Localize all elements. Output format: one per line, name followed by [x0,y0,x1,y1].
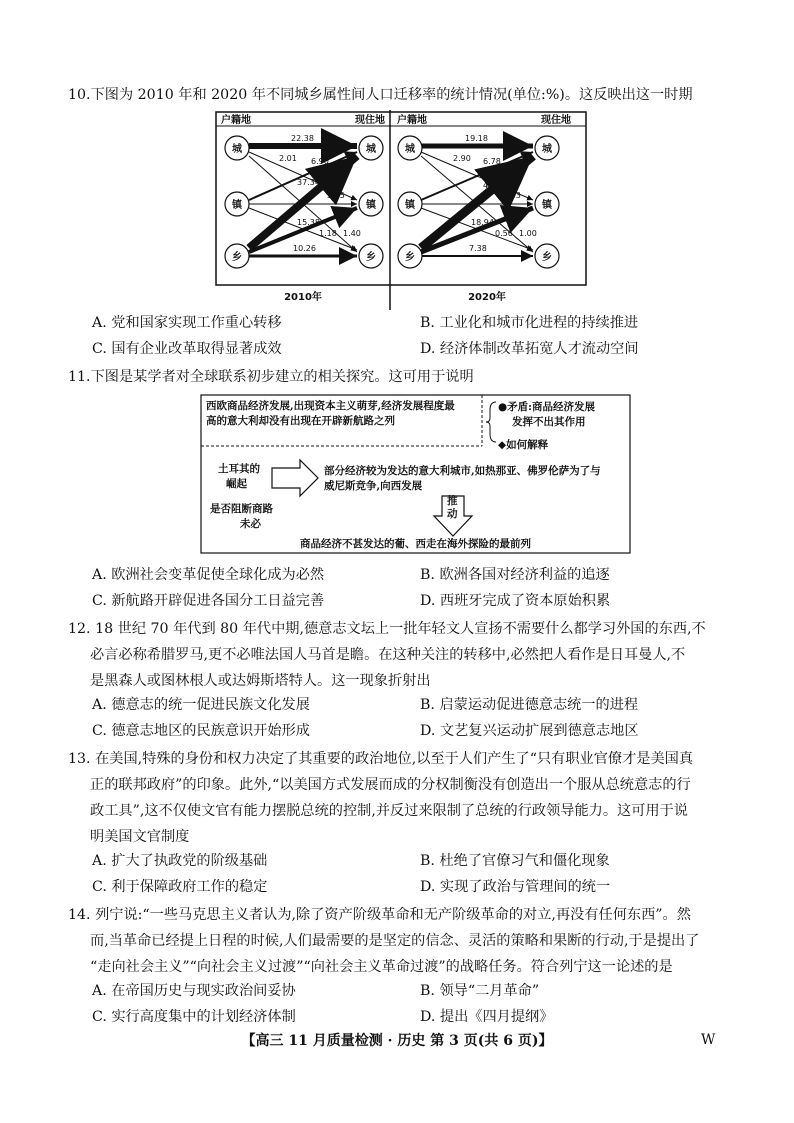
q11-option-b: B. 欧洲各国对经济利益的追逐 [420,567,610,583]
value-2010-village-village-side: 1.40 [343,229,361,238]
panel-2020-edges [421,146,533,256]
q10-option-c: C. 国有企业改革取得显著成效 [92,341,282,357]
header-2010-from: 户籍地 [221,115,251,126]
node-2020-dst-village-label: 乡 [542,252,552,263]
q13-option-a: A. 扩大了执政党的阶级基础 [92,853,268,869]
question-10-stem: 10.下图为 2010 年和 2020 年不同城乡属性间人口迁移率的统计情况(单位:%)。这反映出这一时期 [68,87,693,103]
node-2020-src-city-label: 城 [405,144,415,155]
migration-rate-svg [215,110,587,310]
diagram-top-text-2: 高的意大利却没有出现在开辟新航路之列 [206,415,395,427]
footer-mark: W [701,1032,716,1048]
panel-2010-edges [249,146,357,256]
value-2010-town-village: 1.18 [319,229,337,238]
diagram-push-1: 推 [447,495,458,507]
turkey-arrow [272,460,318,496]
node-2020-dst-city-label: 城 [542,144,552,155]
value-2020-village-village: 7.38 [469,244,487,253]
value-2020-village-village-side: 1.00 [519,229,537,238]
q10-option-b: B. 工业化和城市化进程的持续推进 [420,315,639,331]
question-13-line-1: 13. 在美国,特殊的身份和权力决定了其重要的政治地位,以至于人们产生了“只有职业官僚才是美国真 [68,751,694,767]
page-footer: 【高三 11 月质量检测 · 历史 第 3 页(共 6 页)】 [241,1033,553,1049]
question-11-stem: 11.下图是某学者对全球联系初步建立的相关探究。这可用于说明 [68,369,474,385]
q12-option-d: D. 文艺复兴运动扩展到德意志地区 [420,723,639,739]
q13-option-c: C. 利于保障政府工作的稳定 [92,879,268,895]
q12-option-a: A. 德意志的统一促进民族文化发展 [92,697,310,713]
header-2020-to: 现住地 [541,115,571,126]
question-13-line-2: 正的联邦政府”的印象。此外,“以美国方式发展而成的分权制衡没有创造出一个服从总统意志的行 [90,777,691,793]
diagram-block-1: 是否阻断商路 [210,503,273,515]
diagram-top-text-1: 西欧商品经济发展,出现资本主义萌芽,经济发展程度最 [206,400,455,412]
question-12 [68,616,754,694]
q13-option-b: B. 杜绝了官僚习气和僵化现象 [420,853,610,869]
value-2010-town-town: 3.15 [327,191,345,200]
value-2010-village-village: 10.26 [293,244,316,253]
diagram-block-2: 未必 [240,518,261,530]
diagram-turkey-2: 崛起 [226,478,247,490]
node-2010-src-city-label: 城 [232,144,242,155]
diagram-push-2: 动 [447,508,458,520]
panel-2020-label: 2020年 [468,292,506,303]
value-2020-town-village: 0.56 [495,229,513,238]
diagram-middle-2: 威尼斯竞争,向西发展 [324,480,423,492]
question-12-line-3: 是黑森人或图林根人或达姆斯塔特人。这一现象折射出 [90,673,431,689]
diagram-turkey-1: 土耳其的 [218,463,260,475]
diagram-bottom-text: 商品经济不甚发达的葡、西走在海外探险的最前列 [300,538,531,550]
exploration-diagram [200,394,632,556]
diagram-bracket [486,402,496,442]
q10-option-d: D. 经济体制改革拓宽人才流动空间 [420,341,639,357]
panel-2010-label: 2010年 [284,292,322,303]
value-2020-city-village: 6.78 [483,157,501,166]
question-13 [68,746,754,850]
question-11 [68,364,754,390]
diagram-contradiction-1: ●矛盾:商品经济发展 [498,401,596,413]
node-2020-dst-town-label: 镇 [542,200,552,211]
node-2020-src-village-label: 乡 [405,252,415,263]
diagram-middle-1: 部分经济较为发达的意大利城市,如热那亚、佛罗伦萨为了与 [324,465,601,477]
value-2010-city-town: 2.01 [279,154,297,163]
diagram-contradiction-2: 发挥不出其作用 [512,416,586,428]
q14-option-d: D. 提出《四月提纲》 [420,1009,554,1025]
question-13-line-3: 政工具”,这不仅使文官有能力摆脱总统的控制,并反过来限制了总统的行政领导能力。这可用于说 [90,803,688,819]
value-2010-village-town: 15.38 [297,218,320,227]
q14-option-c: C. 实行高度集中的计划经济体制 [92,1009,296,1025]
node-2010-dst-city-label: 城 [366,144,376,155]
q14-option-a: A. 在帝国历史与现实政治间妥协 [92,983,296,999]
value-2020-town-town: 2.63 [503,191,521,200]
node-2020-src-town-label: 镇 [405,200,415,211]
question-12-line-2: 必言必称希腊罗马,更不必唯法国人马首是瞻。在这种关注的转移中,必然把人看作是日耳曼人,不 [90,647,686,663]
node-2010-src-town-label: 镇 [232,200,242,211]
node-2010-dst-town-label: 镇 [366,200,376,211]
question-13-line-4: 明美国文官制度 [90,829,190,845]
q12-option-b: B. 启蒙运动促进德意志统一的进程 [420,697,639,713]
value-2010-city-city: 22.38 [291,134,314,143]
question-10 [68,82,754,108]
diagram-how-explain: ◆如何解释 [498,439,549,451]
question-14-line-3: “走向社会主义”“向社会主义过渡”“向社会主义革命过渡”的战略任务。符合列宁这一论述的是 [90,959,673,975]
q13-option-d: D. 实现了政治与管理间的统一 [420,879,611,895]
q11-option-d: D. 西班牙完成了资本原始积累 [420,593,611,609]
value-2020-village-city: 40.63 [483,181,506,190]
node-2010-dst-village-label: 乡 [366,252,376,263]
question-14 [68,902,754,980]
value-2020-city-city: 19.18 [465,134,488,143]
q14-option-b: B. 领导“二月革命” [420,983,540,999]
migration-rate-figure [215,110,587,310]
q11-option-a: A. 欧洲社会变革促使全球化成为必然 [92,567,325,583]
value-2020-city-town: 2.90 [453,154,471,163]
header-2020-from: 户籍地 [397,115,427,126]
header-2010-to: 现住地 [355,115,385,126]
q11-option-c: C. 新航路开辟促进各国分工日益完善 [92,593,325,609]
value-2020-village-town: 18.94 [471,218,494,227]
node-2010-src-village-label: 乡 [232,252,242,263]
value-2010-city-village: 6.90 [311,157,329,166]
q12-option-c: C. 德意志地区的民族意识开始形成 [92,723,310,739]
question-14-line-1: 14. 列宁说:“一些马克思主义者认为,除了资产阶级革命和无产阶级革命的对立,再没有任何东西”。然 [68,907,691,923]
q10-option-a: A. 党和国家实现工作重心转移 [92,315,282,331]
question-14-line-2: 而,当革命已经提上日程的时候,人们最需要的是坚定的信念、灵活的策略和果断的行动,于是提出了 [90,933,700,949]
value-2010-village-city: 37.34 [297,178,320,187]
question-12-line-1: 12. 18 世纪 70 年代到 80 年代中期,德意志文坛上一批年轻文人宣扬不需要什么都学习外国的东西,不 [68,621,706,637]
